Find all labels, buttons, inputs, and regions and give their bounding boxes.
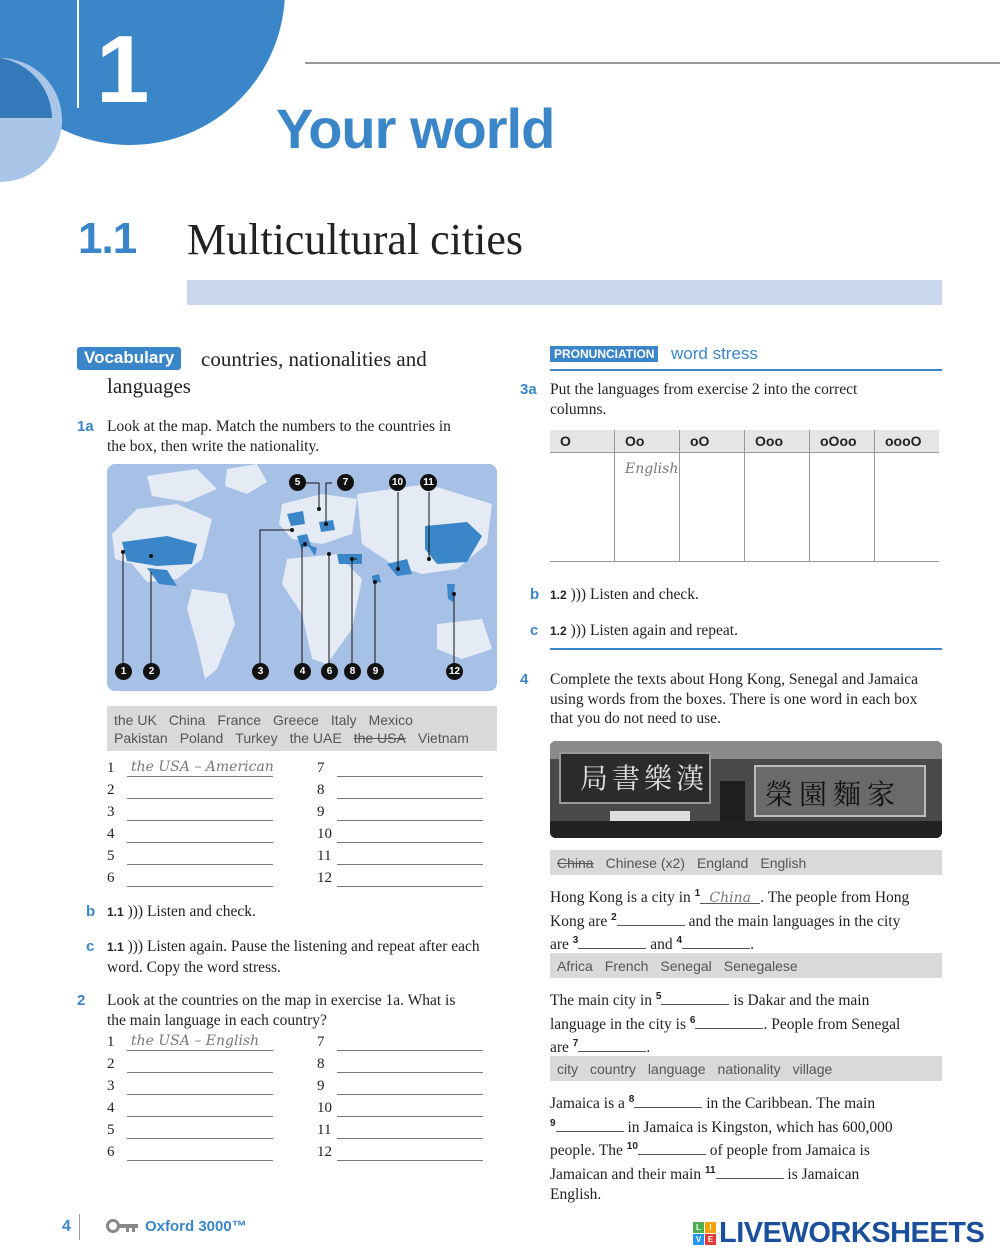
map-marker: 9 (367, 663, 384, 680)
liveworksheets-logo-icon: L I V E (693, 1222, 717, 1246)
exercise-3a-number: 3a (520, 381, 537, 398)
answer-field[interactable] (337, 886, 483, 887)
answer-field[interactable] (127, 1160, 273, 1161)
answer-field[interactable] (127, 1094, 273, 1095)
map-marker: 11 (420, 474, 437, 491)
answer-field[interactable] (337, 1160, 483, 1161)
title-band (187, 280, 942, 305)
vocabulary-tag: Vocabulary (77, 347, 181, 370)
column-header: oO (680, 430, 745, 453)
exercise-3b-instruction: 1.2 ))) Listen and check. (550, 586, 699, 603)
table-cell[interactable] (810, 453, 875, 562)
lesson-title: Multicultural cities (187, 215, 524, 264)
map-marker: 8 (344, 663, 361, 680)
answer-gap[interactable] (682, 934, 750, 949)
map-marker: 1 (115, 663, 132, 680)
header-circle-graphic (0, 0, 300, 190)
column-header: oooO (875, 430, 940, 453)
exercise-2-number: 2 (77, 992, 86, 1009)
exercise-4-number: 4 (520, 671, 529, 688)
stress-pattern-table (550, 430, 939, 562)
audio-icon: ))) (127, 903, 144, 920)
map-marker: 6 (321, 663, 338, 680)
exercise-2-instruction: Look at the countries on the map in exercise 1a. What is the main language in each country? (107, 992, 456, 1029)
audio-track-label: 1.1 (107, 940, 124, 954)
exercise-1b-letter: b (86, 903, 96, 920)
column-header: O (550, 430, 615, 453)
jamaica-text: Jamaica is a $^8$ in the Caribbean. The main $^9$ in Jamaica is Kingston, which has 600,000 people. The $^{10}$ of people from Jamaica is Jamaican and their main $^{11}$ is Jamaican English. (550, 1094, 893, 1203)
pronunciation-tag: PRONUNCIATION (550, 346, 658, 362)
exercise-1c-letter: c (86, 938, 95, 955)
page-number: 4 (62, 1218, 71, 1235)
world-map (107, 464, 497, 691)
audio-icon: ))) (570, 622, 587, 639)
exercise-3c-instruction: 1.2 ))) Listen again and repeat. (550, 622, 738, 639)
answer-field[interactable] (337, 820, 483, 821)
word-box-senegal: Africa French Senegal Senegalese (550, 953, 942, 978)
exercise-1a-number: 1a (77, 418, 94, 435)
section-rule (550, 648, 942, 650)
footer-divider (79, 1214, 80, 1240)
hong-kong-street-photo (550, 741, 942, 838)
table-cell[interactable] (680, 453, 745, 562)
answer-field[interactable] (337, 1094, 483, 1095)
word-box-hong-kong: China Chinese (x2) England English (550, 850, 942, 875)
map-marker: 5 (289, 474, 306, 491)
answer-field[interactable] (127, 886, 273, 887)
answer-gap[interactable] (638, 1140, 706, 1155)
exercise-3b-letter: b (530, 586, 540, 603)
map-marker: 7 (337, 474, 354, 491)
shop-sign-text: 局書樂漢 (580, 762, 709, 795)
answer-field[interactable] (127, 842, 273, 843)
exercise-1b-instruction: 1.1 ))) Listen and check. (107, 903, 256, 920)
answer-field[interactable] (337, 1116, 483, 1117)
exercise-4-instruction: Complete the texts about Hong Kong, Senegal and Jamaica using words from the boxes. There is one word in each box that you do not need to use. (550, 671, 919, 727)
answer-field[interactable] (337, 798, 483, 799)
unit-number: 1 (96, 16, 150, 123)
answer-field[interactable] (127, 798, 273, 799)
shop-sign-text: 榮園麵家 (765, 778, 902, 811)
answer-gap[interactable] (617, 911, 685, 926)
column-header: Oo (615, 430, 680, 453)
answer-field[interactable] (127, 1072, 273, 1073)
table-cell[interactable] (615, 453, 680, 562)
example-answer: the USA – American (131, 759, 274, 775)
vocabulary-topic-line2: languages (107, 374, 191, 398)
answer-field[interactable] (337, 1138, 483, 1139)
answer-field[interactable] (127, 864, 273, 865)
answer-field[interactable] (337, 776, 483, 777)
audio-track-label: 1.1 (107, 905, 124, 919)
word-box-jamaica: city country language nationality village (550, 1056, 942, 1081)
answer-gap[interactable] (578, 934, 646, 949)
answer-field[interactable] (337, 1050, 483, 1051)
unit-title: Your world (276, 97, 555, 160)
map-marker: 4 (294, 663, 311, 680)
table-cell[interactable] (745, 453, 810, 562)
answer-field[interactable] (337, 1072, 483, 1073)
liveworksheets-brand: LIVEWORKSHEETS (719, 1217, 985, 1249)
answer-field[interactable] (127, 820, 273, 821)
example-answer: China (700, 889, 760, 904)
exercise-1a-instruction: Look at the map. Match the numbers to the countries in the box, then write the nationality. (107, 418, 451, 455)
header-rule (305, 62, 1000, 64)
pronunciation-rule (550, 369, 942, 371)
answer-field[interactable] (337, 864, 483, 865)
answer-field[interactable] (127, 1138, 273, 1139)
senegal-text: The main city in $^5$ is Dakar and the main language in the city is $^6$ . People from Senegal are $^7$ . (550, 991, 901, 1057)
audio-track-label: 1.2 (550, 588, 567, 602)
audio-track-label: 1.2 (550, 624, 567, 638)
example-answer: the USA – English (131, 1033, 260, 1049)
column-header: oOoo (810, 430, 875, 453)
hong-kong-text: Hong Kong is a city in $^1$ China . The people from Hong Kong are $^2$ and the main languages in the city are $^3$ and $^4$ . (550, 888, 910, 954)
map-marker: 12 (446, 663, 463, 680)
exercise-3c-letter: c (530, 622, 539, 639)
audio-icon: ))) (127, 938, 144, 955)
map-marker: 3 (252, 663, 269, 680)
pronunciation-topic: word stress (671, 344, 758, 363)
lesson-number: 1.1 (78, 214, 137, 263)
exercise-3a-instruction: Put the languages from exercise 2 into the correct columns. (550, 381, 858, 418)
answer-gap[interactable] (661, 990, 729, 1005)
answer-field[interactable] (127, 1116, 273, 1117)
audio-icon: ))) (570, 586, 587, 603)
table-cell[interactable] (550, 453, 615, 562)
answer-gap[interactable] (695, 1014, 763, 1029)
vocabulary-topic: countries, nationalities and (201, 347, 427, 371)
key-icon (106, 1218, 140, 1234)
example-answer: English (625, 461, 679, 477)
answer-gap[interactable] (716, 1164, 784, 1179)
map-marker: 10 (389, 474, 406, 491)
table-cell[interactable] (875, 453, 940, 562)
answer-gap[interactable] (578, 1037, 646, 1052)
answer-gap[interactable] (634, 1093, 702, 1108)
country-word-box: the UK China France Greece Italy Mexico Pakistan Poland Turkey the UAE the USA Vietnam (107, 706, 497, 751)
answer-field[interactable] (337, 842, 483, 843)
answer-gap[interactable] (556, 1117, 624, 1132)
exercise-1c-instruction: 1.1 ))) Listen again. Pause the listening and repeat after each word. Copy the word stress. (107, 938, 480, 976)
map-marker: 2 (143, 663, 160, 680)
column-header: Ooo (745, 430, 810, 453)
oxford-3000-label: Oxford 3000™ (145, 1218, 247, 1235)
